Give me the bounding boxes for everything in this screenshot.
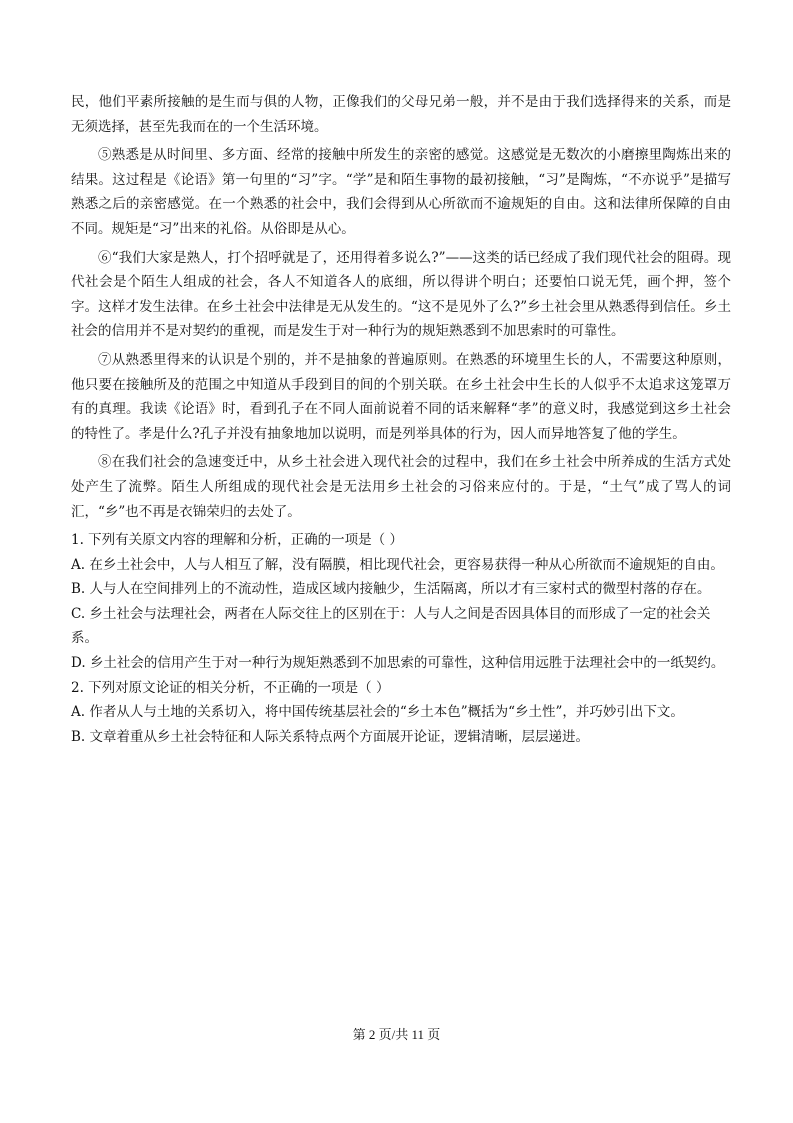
question-stem: 2. 下列对原文论证的相关分析，不正确的一项是（ ）: [71, 679, 390, 696]
option-b: B. 人与人在空间排列上的不流动性，造成区域内接触少，生活隔离，所以才有三家村式的微型村落的存在。: [71, 581, 711, 598]
document-body: [71, 90, 731, 749]
paragraph-8: ⑧在我们社会的急速变迁中，从乡土社会进入现代社会的过程中，我们在乡土社会中所养成的生活方式处处产生了流弊。陌生人所组成的现代社会是无法用乡土社会的习俗来应付的。于是，“土气”成了骂人的词汇，“乡”也不再是衣锦荣归的去处了。: [71, 454, 731, 520]
paragraph-continued: 民，他们平素所接触的是生而与俱的人物，正像我们的父母兄弟一般，并不是由于我们选择得来的关系，而是无须选择，甚至先我而在的一个生活环境。: [71, 94, 731, 135]
question-1: [71, 528, 731, 676]
paragraph-7: ⑦从熟悉里得来的认识是个别的，并不是抽象的普遍原则。在熟悉的环境里生长的人，不需要这种原则，他只要在接触所及的范围之中知道从手段到目的间的个别关联。在乡土社会中生长的人似乎不太追求这笼罩万有的真理。我读《论语》时，看到孔子在不同人面前说着不同的话来解释“孝”的意义时，我感觉到这乡土社会的特性了。孝是什么?孔子并没有抽象地加以说明，而是列举具体的行为，因人而异地答复了他的学生。: [71, 351, 731, 442]
page-footer: 第 2 页/共 11 页: [352, 1027, 441, 1042]
question-stem: 1. 下列有关原文内容的理解和分析，正确的一项是（ ）: [71, 532, 403, 549]
paragraph-5: ⑤熟悉是从时间里、多方面、经常的接触中所发生的亲密的感觉。这感觉是无数次的小磨擦里陶炼出来的结果。这过程是《论语》第一句里的“习”字。“学”是和陌生事物的最初接触，“习”是陶炼，“不亦说乎”是描写熟悉之后的亲密感觉。在一个熟悉的社会中，我们会得到从心所欲而不逾规矩的自由。这和法律所保障的自由不同。规矩是“习”出来的礼俗。从俗即是从心。: [71, 147, 731, 237]
option-d: D. 乡土社会的信用产生于对一种行为规矩熟悉到不加思索的可靠性，这种信用远胜于法理社会中的一纸契约。: [71, 655, 725, 672]
question-2: [71, 676, 731, 750]
paragraph-6: ⑥“我们大家是熟人，打个招呼就是了，还用得着多说么?”——这类的话已经成了我们现代社会的阻碍。现代社会是个陌生人组成的社会，各人不知道各人的底细，所以得讲个明白；还要怕口说无凭，画个押，签个字。这样才发生法律。在乡土社会中法律是无从发生的。“这不是见外了么?”乡土社会里从熟悉得到信任。乡土社会的信用并不是对契约的重视，而是发生于对一种行为的规矩熟悉到不加思索时的可靠性。: [71, 249, 731, 340]
option-a: A. 在乡土社会中，人与人相互了解，没有隔膜，相比现代社会，更容易获得一种从心所欲而不逾规矩的自由。: [71, 556, 724, 573]
option-a: A. 作者从人与土地的关系切入，将中国传统基层社会的“乡土本色”概括为“乡土性”，并巧妙引出下文。: [71, 704, 684, 721]
option-b: B. 文章着重从乡土社会特征和人际关系特点两个方面展开论证，逻辑清晰，层层递进。: [71, 728, 590, 745]
option-c: C. 乡土社会与法理社会，两者在人际交往上的区别在于：人与人之间是否因具体目的而形成了一定的社会关系。: [71, 605, 711, 647]
